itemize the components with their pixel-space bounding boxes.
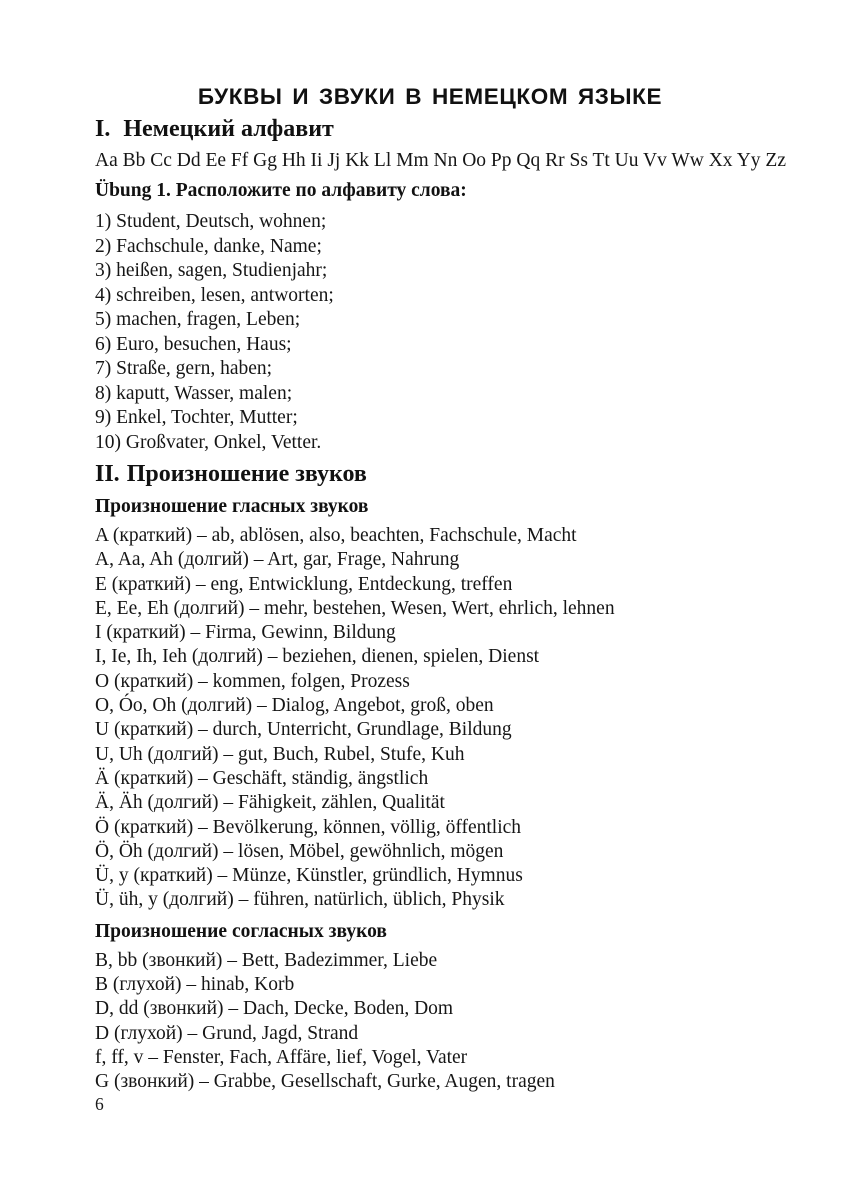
consonant-sounds-subheading: Произношение согласных звуков xyxy=(95,920,387,942)
section-1-number: I. xyxy=(95,116,111,142)
section-2-heading xyxy=(95,458,765,490)
german-alphabet-line: Aa Bb Cc Dd Ee Ff Gg Hh Ii Jj Kk Ll Mm Nn Oo Pp Qq Rr Ss Tt Uu Vv Ww Xx Yy Zz xyxy=(95,150,786,171)
consonant-sound-line: B (глухой) – hinab, Korb xyxy=(95,974,295,996)
vowel-sounds-list xyxy=(95,524,765,913)
vowel-sound-line: U (краткий) – durch, Unterricht, Grundlage, Bildung xyxy=(95,719,512,741)
section-2-heading-text: Произношение звуков xyxy=(126,461,367,487)
consonant-sound-line: B, bb (звонкий) – Bett, Badezimmer, Liebe xyxy=(95,949,438,971)
exercise-word-line: 1) Student, Deutsch, wohnen; xyxy=(95,211,327,232)
exercise-word-line: 7) Straße, gern, haben; xyxy=(95,358,273,379)
page-content xyxy=(95,84,786,1095)
vowel-sound-line: Ö, Öh (долгий) – lösen, Möbel, gewöhnlich, mögen xyxy=(95,840,504,862)
page-title: БУКВЫ И ЗВУКИ В НЕМЕЦКОМ ЯЗЫКЕ xyxy=(197,84,663,109)
exercise-word-line: 8) kaputt, Wasser, malen; xyxy=(95,382,293,404)
section-2-number: II. xyxy=(95,461,120,487)
vowel-sound-line: I, Ie, Ih, Ieh (долгий) – beziehen, dienen, spielen, Dienst xyxy=(95,646,540,668)
page-number: 6 xyxy=(95,1094,104,1114)
vowel-sound-line: A (краткий) – ab, ablösen, also, beachten, Fachschule, Macht xyxy=(95,525,577,546)
consonant-sounds-list xyxy=(95,949,765,1095)
vowel-sound-line: Ü, y (краткий) – Münze, Künstler, gründlich, Hymnus xyxy=(95,865,523,887)
exercise-word-line: 6) Euro, besuchen, Haus; xyxy=(95,333,292,355)
exercise-1-heading: Übung 1. Расположите по алфавиту слова: xyxy=(95,180,467,201)
vowel-sound-line: Ü, üh, y (долгий) – führen, natürlich, üblich, Physik xyxy=(95,889,505,911)
vowel-sound-line: I (краткий) – Firma, Gewinn, Bildung xyxy=(95,622,396,644)
exercise-word-line: 2) Fachschule, danke, Name; xyxy=(95,235,322,257)
consonant-sound-line: D (глухой) – Grund, Jagd, Strand xyxy=(95,1022,359,1044)
vowel-sound-line: E (краткий) – eng, Entwicklung, Entdeckung, treffen xyxy=(95,573,513,595)
exercise-word-line: 5) machen, fragen, Leben; xyxy=(95,309,301,330)
vowel-sound-line: O (краткий) – kommen, folgen, Prozess xyxy=(95,670,410,692)
vowel-sound-line: A, Aa, Ah (долгий) – Art, gar, Frage, Nahrung xyxy=(95,549,460,571)
vowel-sound-line: U, Uh (долгий) – gut, Buch, Rubel, Stufe, Kuh xyxy=(95,743,465,765)
exercise-1-word-list xyxy=(95,210,765,455)
exercise-word-line: 3) heißen, sagen, Studienjahr; xyxy=(95,260,328,281)
section-1-heading-text: Немецкий алфавит xyxy=(123,116,334,142)
vowel-sound-line: O, Óo, Oh (долгий) – Dialog, Angebot, groß, oben xyxy=(95,695,494,717)
vowel-sounds-subheading: Произношение гласных звуков xyxy=(95,496,369,517)
vowel-sound-line: Ä (краткий) – Geschäft, ständig, ängstlich xyxy=(95,767,429,789)
consonant-sound-line: f, ff, v – Fenster, Fach, Affäre, lief, Vogel, Vater xyxy=(95,1046,468,1068)
exercise-word-line: 4) schreiben, lesen, antworten; xyxy=(95,284,334,306)
exercise-word-line: 10) Großvater, Onkel, Vetter. xyxy=(95,431,322,453)
vowel-sound-line: Ö (краткий) – Bevölkerung, können, völlig, öffentlich xyxy=(95,816,522,838)
section-1-heading xyxy=(95,114,765,144)
consonant-sound-line: D, dd (звонкий) – Dach, Decke, Boden, Dom xyxy=(95,998,454,1020)
vowel-sound-line: Ä, Äh (долгий) – Fähigkeit, zählen, Qualität xyxy=(95,792,445,814)
vowel-sound-line: E, Ee, Eh (долгий) – mehr, bestehen, Wesen, Wert, ehrlich, lehnen xyxy=(95,597,615,619)
consonant-sound-line: G (звонкий) – Grabbe, Gesellschaft, Gurke, Augen, tragen xyxy=(95,1071,555,1093)
exercise-word-line: 9) Enkel, Tochter, Mutter; xyxy=(95,407,298,428)
